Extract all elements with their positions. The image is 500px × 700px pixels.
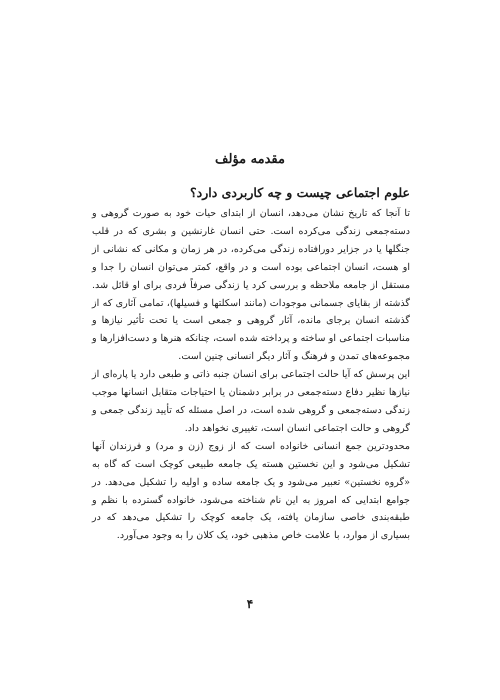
paragraph-1: تا آنجا که تاریخ نشان می‌دهد، انسان از ابتدای حیات خود به صورت گروهی و دسته‌جمعی زندگی می‌کرده است. حتی انسان غارنشین و بشری که در قلب جنگلها یا در جزایر دورافتاده زندگی می‌کرده، در هر زمان و مکانی که نشانی از او هست، انسان اجتماعی بوده است و در واقع، کمتر می‌توان انسان را جدا و مستقل از جامعه ملاحظه و بررسی کرد یا زندگی صرفاً فردی برای او قائل شد. گذشته از بقایای جسمانی موجودات (مانند اسکلتها و فسیلها)، تمامی آثاری که از گذشته انسان برجای مانده، آثار گروهی و جمعی است یا تحت تأثیر نیازها و مناسبات اجتماعی او ساخته و پرداخته شده است، چنانکه هنرها و دست‌افزارها و مجموعه‌های تمدن و فرهنگ و آثار دیگر انسانی چنین است. <box>92 208 410 363</box>
page-number: ۴ <box>246 597 254 611</box>
paragraph-3: محدودترین جمع انسانی خانواده است که از زوج (زن و مرد) و فرزندان آنها تشکیل می‌شود و این نخستین هسته یک جامعه طبیعی کوچک است که گاه به «گروه نخستین» تعبیر می‌شود و یک جامعه ساده و اولیه را تشکیل می‌دهد. در جوامع ابتدایی که امروز به این نام شناخته می‌شود، خانواده گسترده با نظم و طبقه‌بندی خاصی سازمان یافته، یک جامعه کوچک را تشکیل می‌دهد که در بسیاری از موارد، با علامت خاص مذهبی خود، یک کلان را به وجود می‌آورد. <box>92 440 410 542</box>
chapter-title: مقدمه مؤلف <box>215 152 285 167</box>
section-heading: علوم اجتماعی چیست و چه کاربردی دارد؟ <box>190 185 410 200</box>
page-body <box>92 184 410 545</box>
paragraph-2: این پرسش که آیا حالت اجتماعی برای انسان جنبه ذاتی و طبعی دارد یا پاره‌ای از نیازها نظیر دفاع دسته‌جمعی در برابر دشمنان یا احتیاجات متقابل انسانها موجب زندگی دسته‌جمعی و گروهی شده است، در اصل مسئله که تأیید زندگی جمعی و گروهی و حالت اجتماعی انسان است، تغییری نخواهد داد. <box>92 369 410 434</box>
